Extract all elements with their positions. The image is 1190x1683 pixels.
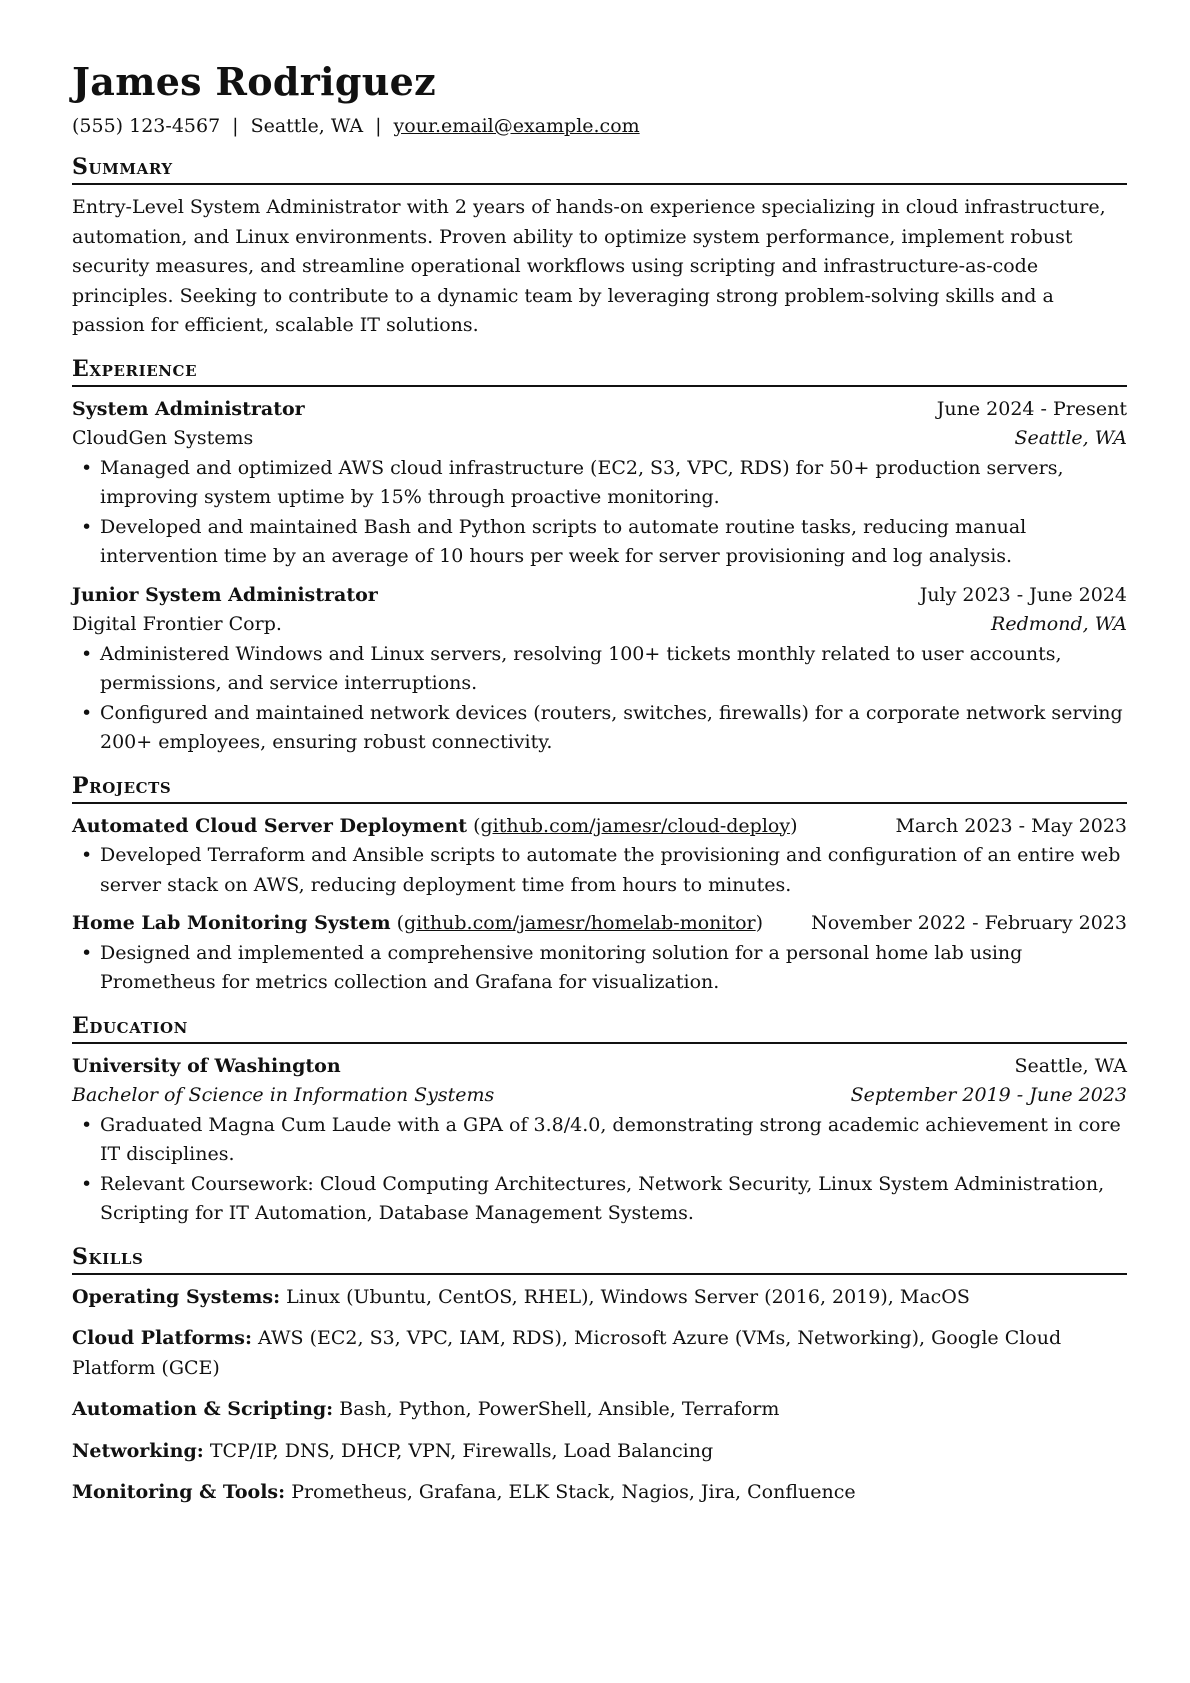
bullet-text: Designed and implemented a comprehensive monitoring solution for a personal home lab using Prometheus for metrics collection and Grafana for visualization. <box>100 941 1023 993</box>
bullet-item <box>72 1170 1127 1229</box>
bullet-dot-icon: • <box>81 941 93 964</box>
bullet-item <box>72 699 1127 758</box>
skill-line <box>72 1437 1127 1467</box>
project-title-line: Home Lab Monitoring System (github.com/jamesr/homelab-monitor) <box>72 912 764 934</box>
bullet-dot-icon: • <box>81 1172 93 1195</box>
bullet-item <box>72 513 1127 572</box>
education-subheader <box>72 1081 1127 1111</box>
education-section <box>72 1012 1127 1229</box>
skill-value: Linux (Ubuntu, CentOS, RHEL), Windows Server (2016, 2019), MacOS <box>286 1285 970 1308</box>
summary-text: Entry-Level System Administrator with 2 years of hands-on experience specializing in cloud infrastructure, automation, and Linux environments. Proven ability to optimize system performance, implement robust security measures, and streamline operational workflows using scripting and infrastructure-as-code principles. Seeking to contribute to a dynamic team by leveraging strong problem-solving skills and a passion for efficient, scalable IT solutions. <box>72 196 1106 336</box>
bullet-item <box>72 454 1127 513</box>
bullet-dot-icon: • <box>81 515 93 538</box>
project-link[interactable]: github.com/jamesr/homelab-monitor <box>404 912 756 934</box>
skill-value: Prometheus, Grafana, ELK Stack, Nagios, Jira, Confluence <box>291 1481 856 1503</box>
bullet-dot-icon: • <box>81 456 93 479</box>
bullet-dot-icon: • <box>81 844 93 866</box>
project-name: Home Lab Monitoring System <box>72 912 391 934</box>
bullet-text: Graduated Magna Cum Laude with a GPA of 3.8/4.0, demonstrating strong academic achievement in core IT disciplines. <box>100 1113 1121 1165</box>
bullet-text: Configured and maintained network devices (routers, switches, firewalls) for a corporate network serving 200+ employees, ensuring robust connectivity. <box>100 701 1123 753</box>
job-dates: July 2023 - June 2024 <box>919 583 1127 606</box>
job-role: Junior System Administrator <box>72 583 378 606</box>
education-header <box>72 1052 1127 1082</box>
skill-line <box>72 1395 1127 1425</box>
job-subheader <box>72 610 1127 640</box>
location: Seattle, WA <box>250 115 364 137</box>
skill-value: Bash, Python, PowerShell, Ansible, Terraform <box>339 1398 780 1420</box>
project-header <box>72 812 1127 842</box>
school-name: University of Washington <box>72 1054 341 1077</box>
contact-separator: | <box>375 115 382 137</box>
phone-number: (555) 123-4567 <box>72 115 221 137</box>
project-bullets <box>72 939 1127 998</box>
bullet-item <box>72 1111 1127 1170</box>
education-entry <box>72 1052 1127 1229</box>
skill-label: Automation & Scripting: <box>72 1398 334 1420</box>
degree: Bachelor of Science in Information Systems <box>72 1084 495 1106</box>
contact-line <box>72 112 1127 140</box>
job-bullets <box>72 454 1127 572</box>
job-role: System Administrator <box>72 397 305 420</box>
job-location: Redmond, WA <box>991 613 1127 635</box>
job-company: Digital Frontier Corp. <box>72 613 282 635</box>
project-dates: March 2023 - May 2023 <box>895 814 1127 837</box>
project-dates: November 2022 - February 2023 <box>811 912 1127 934</box>
section-title-experience: Experience <box>72 355 1127 387</box>
job-header <box>72 395 1127 425</box>
section-title-summary: Summary <box>72 153 1127 185</box>
job-header <box>72 581 1127 611</box>
education-bullets <box>72 1111 1127 1229</box>
bullet-text: Managed and optimized AWS cloud infrastructure (EC2, S3, VPC, RDS) for 50+ production servers, improving system uptime by 15% through proactive monitoring. <box>100 456 1064 508</box>
section-title-skills: Skills <box>72 1243 1127 1275</box>
candidate-name: James Rodriguez <box>72 59 437 104</box>
section-title-education: Education <box>72 1012 1127 1044</box>
bullet-dot-icon: • <box>81 642 93 665</box>
skill-label: Networking: <box>72 1439 204 1462</box>
bullet-dot-icon: • <box>81 1113 93 1136</box>
experience-section <box>72 355 1127 758</box>
job-company: CloudGen Systems <box>72 427 254 449</box>
skill-line <box>72 1478 1127 1508</box>
job-subheader <box>72 424 1127 454</box>
bullet-text: Developed and maintained Bash and Python scripts to automate routine tasks, reducing manual intervention time by an average of 10 hours per week for server provisioning and log analysis. <box>100 515 1027 567</box>
skill-value: TCP/IP, DNS, DHCP, VPN, Firewalls, Load Balancing <box>209 1439 714 1462</box>
skill-line <box>72 1324 1127 1383</box>
education-dates: September 2019 - June 2023 <box>850 1084 1127 1106</box>
email-link[interactable]: your.email@example.com <box>393 115 640 137</box>
section-title-projects: Projects <box>72 772 1127 804</box>
bullet-text: Relevant Coursework: Cloud Computing Architectures, Network Security, Linux System Administration, Scripting for IT Automation, Database Management Systems. <box>100 1172 1105 1224</box>
project-entry <box>72 812 1127 901</box>
bullet-item <box>72 841 1127 900</box>
skill-label: Operating Systems: <box>72 1285 281 1308</box>
project-header <box>72 909 1127 939</box>
bullet-dot-icon: • <box>81 701 93 724</box>
project-title-line: Automated Cloud Server Deployment (github.com/jamesr/cloud-deploy) <box>72 814 798 837</box>
job-location: Seattle, WA <box>1014 427 1127 449</box>
summary-section <box>72 153 1127 341</box>
project-link[interactable]: github.com/jamesr/cloud-deploy <box>480 814 791 837</box>
skill-label: Monitoring & Tools: <box>72 1481 286 1503</box>
skill-value: AWS (EC2, S3, VPC, IAM, RDS), Microsoft Azure (VMs, Networking), Google Cloud Platform (GCE) <box>72 1327 1062 1379</box>
projects-section <box>72 772 1127 998</box>
bullet-text: Developed Terraform and Ansible scripts to automate the provisioning and configuration of an entire web server stack on AWS, reducing deployment time from hours to minutes. <box>100 844 1121 896</box>
project-name: Automated Cloud Server Deployment <box>72 814 468 837</box>
job-entry <box>72 581 1127 758</box>
job-dates: June 2024 - Present <box>936 397 1127 420</box>
project-entry <box>72 909 1127 998</box>
bullet-item <box>72 640 1127 699</box>
contact-separator: | <box>232 115 239 137</box>
skill-label: Cloud Platforms: <box>72 1327 252 1349</box>
job-entry <box>72 395 1127 572</box>
bullet-text: Administered Windows and Linux servers, resolving 100+ tickets monthly related to user accounts, permissions, and service interruptions. <box>100 642 1062 694</box>
skill-line <box>72 1283 1127 1313</box>
skills-section <box>72 1243 1127 1508</box>
bullet-item <box>72 939 1127 998</box>
job-bullets <box>72 640 1127 758</box>
project-bullets <box>72 841 1127 900</box>
school-location: Seattle, WA <box>1014 1054 1127 1077</box>
